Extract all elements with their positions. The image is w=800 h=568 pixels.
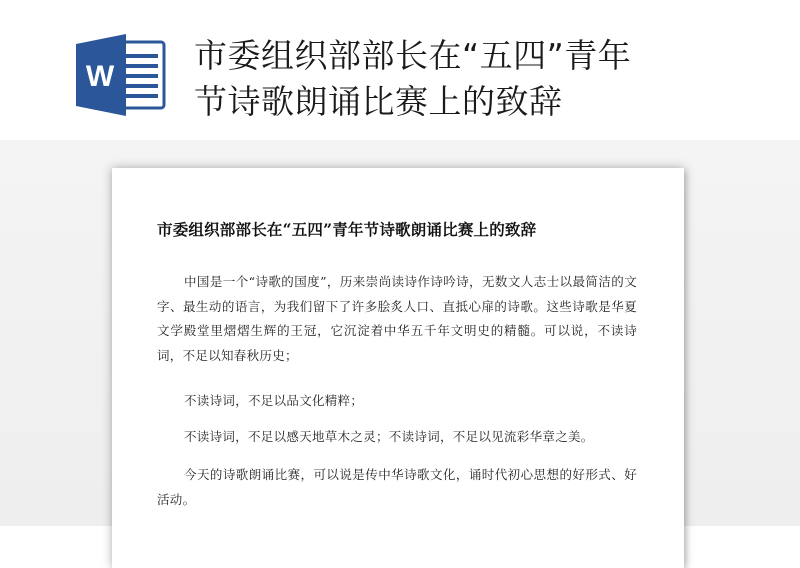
paragraph: 今天的诗歌朗诵比赛，可以说是传中华诗歌文化，诵时代初心思想的好形式、好活动。 <box>157 467 637 507</box>
title-line-2: 节诗歌朗诵比赛上的致辞 <box>194 82 563 121</box>
document-title <box>194 33 754 125</box>
header-banner <box>0 0 800 140</box>
word-icon <box>76 34 166 116</box>
title-line-1: 市委组织部部长在“五四”青年 <box>194 36 632 75</box>
paragraph: 不读诗词，不足以感天地草木之灵；不读诗词，不足以见流彩华章之美。 <box>184 429 594 444</box>
word-icon-letter: W <box>85 60 115 93</box>
paragraph: 不读诗词，不足以品文化精粹； <box>184 393 364 408</box>
page-heading: 市委组织部部长在“五四”青年节诗歌朗诵比赛上的致辞 <box>157 220 537 239</box>
paragraph: 中国是一个“诗歌的国度”，历来崇尚读诗作诗吟诗，无数文人志士以最简洁的文字、最生动的语言，为我们留下了许多脍炙人口、直抵心扉的诗歌。这些诗歌是华夏文学殿堂里熠熠生辉的王冠，它沉淀着中华五千年文明史的精髓。可以说，不读诗词，不足以知春秋历史； <box>157 274 637 363</box>
document-page <box>112 168 684 568</box>
